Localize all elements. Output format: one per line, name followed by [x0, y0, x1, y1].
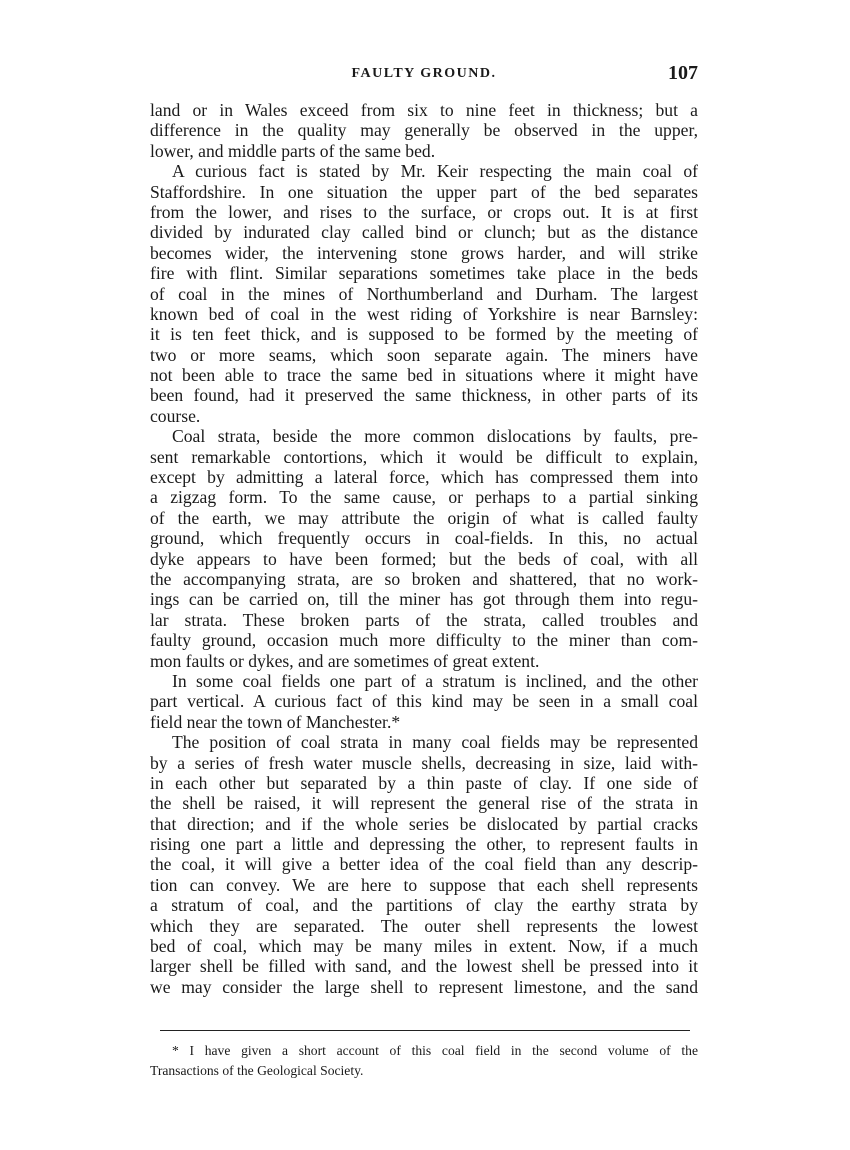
body-text — [150, 100, 698, 997]
text-line: land or in Wales exceed from six to nine feet in thickness; but a — [150, 100, 698, 120]
text-line: we may consider the large shell to represent limestone, and the sand — [150, 976, 698, 997]
footnote-line: Transactions of the Geological Society. — [150, 1063, 364, 1079]
text-line: the accompanying strata, are so broken and shattered, that no work- — [150, 568, 698, 589]
text-line: Coal strata, beside the more common dislocations by faults, pre- — [172, 426, 698, 447]
text-line: mon faults or dykes, and are sometimes of great extent. — [150, 650, 540, 671]
text-line: the coal, it will give a better idea of the coal field than any descrip- — [150, 854, 698, 875]
page-header — [150, 62, 698, 88]
text-line: bed of coal, which may be many miles in extent. Now, if a much — [150, 936, 698, 957]
text-line: by a series of fresh water muscle shells, decreasing in size, laid with- — [150, 752, 698, 773]
text-line: dyke appears to have been formed; but the beds of coal, with all — [150, 548, 698, 569]
text-line: part vertical. A curious fact of this kind may be seen in a small coal — [150, 691, 698, 712]
text-line: ground, which frequently occurs in coal-fields. In this, no actual — [150, 528, 698, 549]
text-line: divided by indurated clay called bind or clunch; but as the distance — [150, 222, 698, 243]
text-line: known bed of coal in the west riding of Yorkshire is near Barnsley: — [150, 303, 698, 324]
text-line: of coal in the mines of Northumberland and Durham. The largest — [150, 283, 698, 304]
running-head: FAULTY GROUND. — [351, 66, 497, 81]
footnote — [150, 1042, 698, 1083]
text-line: field near the town of Manchester.* — [150, 711, 401, 732]
text-line: except by admitting a lateral force, which has compressed them into — [150, 467, 698, 488]
text-line: rising one part a little and depressing the other, to represent faults in — [150, 834, 698, 855]
text-line: course. — [150, 405, 201, 426]
text-line: in each other but separated by a thin paste of clay. If one side of — [150, 772, 698, 793]
text-line: larger shell be filled with sand, and the lowest shell be pressed into it — [150, 956, 698, 977]
text-line: A curious fact is stated by Mr. Keir respecting the main coal of — [172, 161, 698, 182]
text-line: sent remarkable contortions, which it would be difficult to explain, — [150, 446, 698, 467]
page-number: 107 — [668, 62, 698, 84]
text-line: ings can be carried on, till the miner has got through them into regu- — [150, 589, 698, 610]
text-line: difference in the quality may generally be observed in the upper, — [150, 120, 698, 141]
text-line: lower, and middle parts of the same bed. — [150, 140, 436, 161]
text-line: a stratum of coal, and the partitions of clay the earthy strata by — [150, 895, 698, 916]
text-line: tion can convey. We are here to suppose that each shell represents — [150, 874, 698, 895]
text-line: it is ten feet thick, and is supposed to be formed by the meeting of — [150, 324, 698, 345]
text-line: lar strata. These broken parts of the strata, called troubles and — [150, 609, 698, 630]
text-line: a zigzag form. To the same cause, or perhaps to a partial sinking — [150, 487, 698, 508]
text-line: which they are separated. The outer shell represents the lowest — [150, 915, 698, 936]
text-line: not been able to trace the same bed in situations where it might have — [150, 365, 698, 386]
footnote-divider — [160, 1030, 690, 1031]
text-line: of the earth, we may attribute the origin of what is called faulty — [150, 507, 698, 528]
footnote-line: * I have given a short account of this coal field in the second volume of the — [172, 1043, 698, 1058]
text-line: becomes wider, the intervening stone grows harder, and will strike — [150, 242, 698, 263]
text-line: that direction; and if the whole series be dislocated by partial cracks — [150, 813, 698, 834]
text-line: the shell be raised, it will represent the general rise of the strata in — [150, 793, 698, 814]
text-line: been found, had it preserved the same thickness, in other parts of its — [150, 385, 698, 406]
text-line: In some coal fields one part of a stratum is inclined, and the other — [172, 670, 698, 691]
text-line: Staffordshire. In one situation the upper part of the bed separates — [150, 181, 698, 202]
text-line: from the lower, and rises to the surface, or crops out. It is at first — [150, 201, 698, 222]
text-line: faulty ground, occasion much more difficulty to the miner than com- — [150, 630, 698, 651]
text-line: two or more seams, which soon separate again. The miners have — [150, 344, 698, 365]
text-line: fire with flint. Similar separations sometimes take place in the beds — [150, 263, 698, 284]
text-line: The position of coal strata in many coal fields may be represented — [172, 732, 698, 753]
